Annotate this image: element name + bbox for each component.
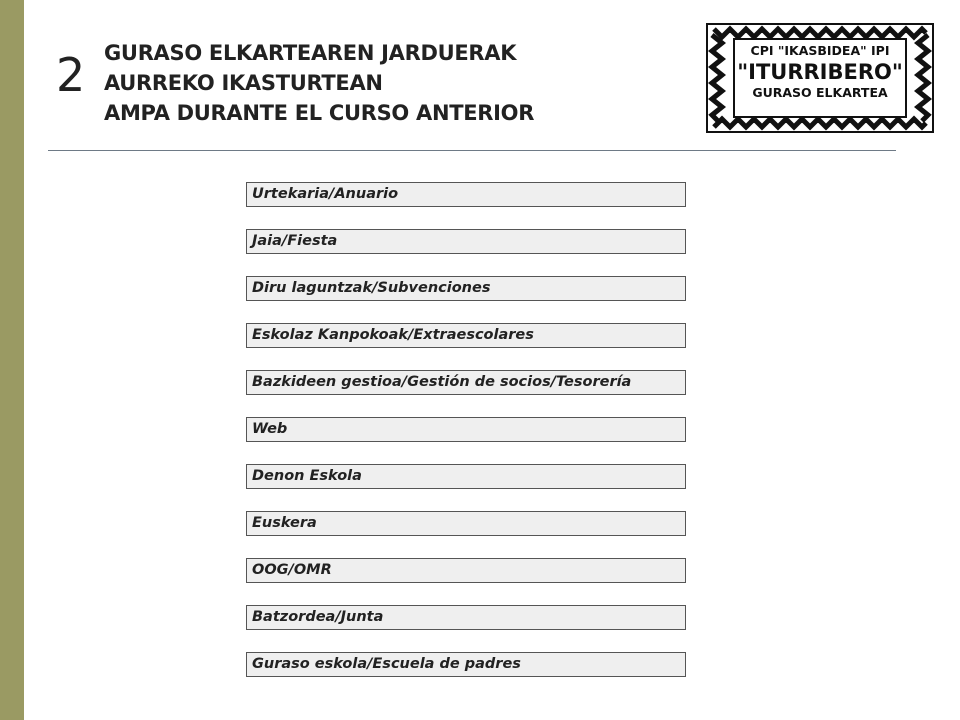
list-item-diru-laguntzak: Diru laguntzak/Subvenciones xyxy=(246,276,686,301)
list-item-eskolaz-kanpokoak: Eskolaz Kanpokoak/Extraescolares xyxy=(246,323,686,348)
logo-association-name: GURASO ELKARTEA xyxy=(752,85,888,100)
list-item-euskera: Euskera xyxy=(246,511,686,536)
list-item-oog-omr: OOG/OMR xyxy=(246,558,686,583)
list-item-urtekaria: Urtekaria/Anuario xyxy=(246,182,686,207)
title-line-2: AURREKO IKASTURTEAN xyxy=(104,71,383,95)
list-item-bazkideen-gestioa: Bazkideen gestioa/Gestión de socios/Tesorería xyxy=(246,370,686,395)
logo-main-name: "ITURRIBERO" xyxy=(737,60,903,84)
logo-text xyxy=(736,39,904,117)
slide-title xyxy=(104,38,534,128)
list-item-guraso-eskola: Guraso eskola/Escuela de padres xyxy=(246,652,686,677)
association-logo xyxy=(706,23,934,133)
list-item-batzordea: Batzordea/Junta xyxy=(246,605,686,630)
left-accent-bar xyxy=(0,0,24,720)
logo-school-name: CPI "IKASBIDEA" IPI xyxy=(750,43,890,58)
activities-list xyxy=(246,182,686,677)
title-line-3: AMPA DURANTE EL CURSO ANTERIOR xyxy=(104,101,535,125)
list-item-web: Web xyxy=(246,417,686,442)
title-line-1: GURASO ELKARTEAREN JARDUERAK xyxy=(104,41,517,65)
list-item-jaia: Jaia/Fiesta xyxy=(246,229,686,254)
header-divider xyxy=(48,150,896,151)
slide-number: 2 xyxy=(56,48,86,102)
list-item-denon-eskola: Denon Eskola xyxy=(246,464,686,489)
